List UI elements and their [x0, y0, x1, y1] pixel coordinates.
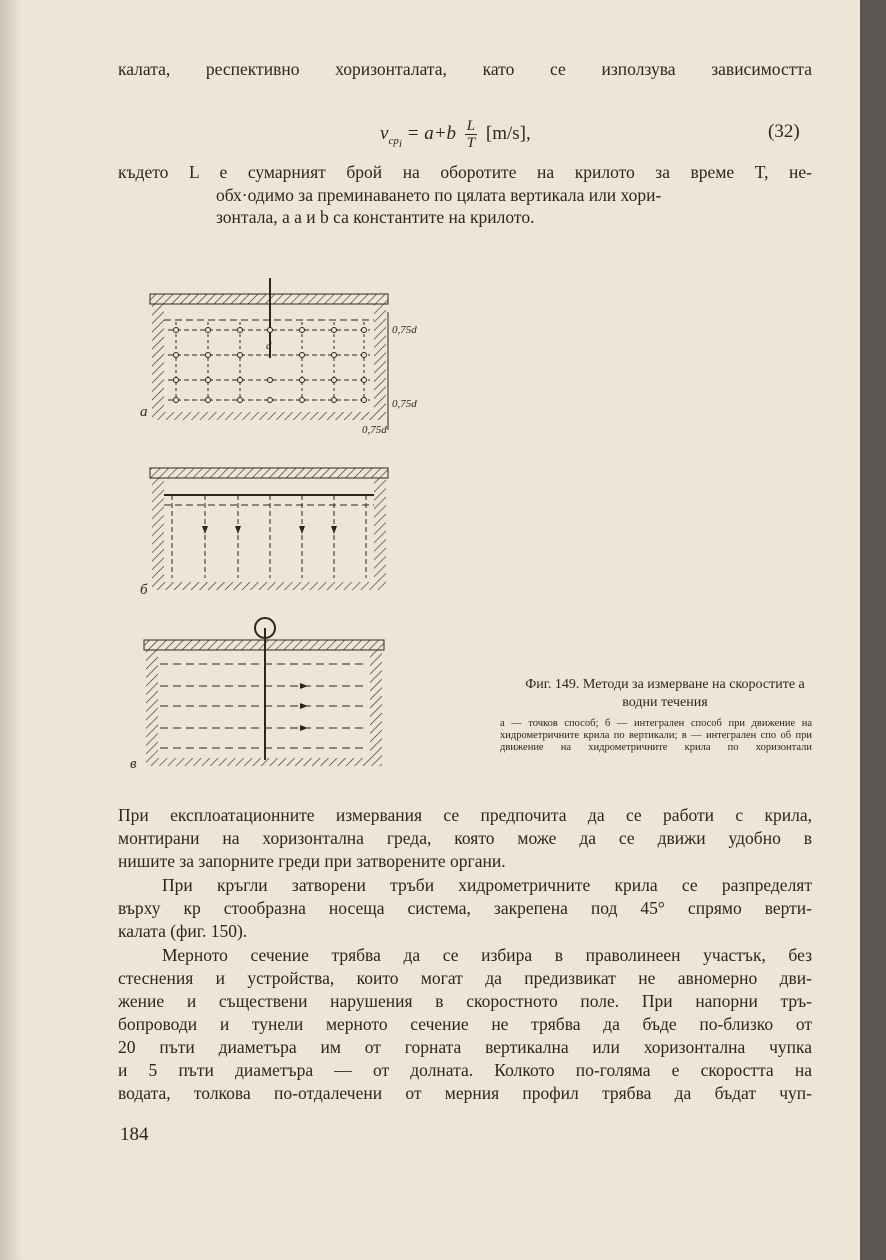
label-b: б	[140, 582, 148, 598]
left-wall	[152, 478, 164, 582]
verticals	[172, 495, 366, 578]
text-line: При кръгли затворени тръби хидрометричните крила се разпределят	[162, 875, 812, 895]
text-line: където L е сумарният брой на оборотите на крилото за време T, не-	[118, 162, 812, 182]
dim-mid: 0,75d	[392, 398, 417, 410]
text-line: При експлоатационните измервания се предпочита да се работи с крила,	[118, 805, 812, 825]
figure-caption-body: а — точков способ; б — интегрален способ при движение на хидрометричните крила по вертикали; в — интегрален спо об при движение на хидрометричните крила по хоризонтали	[500, 718, 812, 753]
formula-denominator: T	[466, 135, 476, 151]
text-line: върху кр стообразна носеща система, закрепена под 45° спрямо верти-	[118, 898, 812, 918]
right-wall	[370, 650, 382, 758]
text-line: монтирани на хоризонтална греда, която може да се движи удобно в	[118, 828, 812, 848]
formula-subscript-i: i	[398, 137, 402, 150]
text-line: стеснения и устройства, които могат да предизвикат не авномерно дви-	[118, 968, 812, 988]
text-line: Мерното сечение трябва да се избира в праволинеен участък, без	[162, 945, 812, 965]
panel-a-point-method	[140, 278, 417, 436]
text-line: водата, толкова по-отдалечени от мерния профил трябва да бъдат чуп-	[118, 1083, 812, 1103]
label-v: в	[130, 756, 137, 772]
left-wall	[146, 650, 158, 758]
page-number: 184	[120, 1124, 149, 1145]
text-line: обх·одимо за преминаването по цялата вертикала или хори-	[216, 185, 662, 205]
right-wall	[374, 304, 386, 412]
text-line: калата, респективно хоризонталата, като се използува зависимостта	[118, 59, 812, 79]
top-slab	[150, 468, 388, 478]
text-line: жение и съществени нарушения в скоростното поле. При напорни тръ-	[118, 991, 812, 1011]
text-line: и 5 пъти диаметъра — от долната. Колкото по-голяма е скоростта на	[118, 1060, 812, 1080]
formula-unit: [m/s],	[485, 122, 531, 144]
equation-number: (32)	[768, 121, 800, 142]
bottom-slab	[152, 412, 386, 420]
right-arrows	[300, 683, 308, 731]
text-line: 20 пъти диаметъра им от горната вертикална или хоризонтална чупка	[118, 1037, 812, 1057]
text-line: калата (фиг. 150).	[118, 921, 248, 941]
bottom-slab	[146, 758, 382, 766]
formula-subscript: ср	[388, 134, 399, 147]
text-line: зонтала, а a и b са константите на крилото.	[216, 207, 535, 227]
panel-b-vertical-integral	[140, 468, 388, 598]
dim-bot: 0,75d	[362, 424, 387, 436]
formula-mid: = a+b	[406, 122, 457, 144]
panel-v-horizontal-integral	[130, 618, 384, 772]
bottom-slab	[152, 582, 386, 590]
label-a: a	[140, 404, 148, 420]
text-line: бопроводи и тунели мерното сечение не трябва да бъде по-близко от	[118, 1014, 812, 1034]
text-line: нишите за запорните греди при затворените органи.	[118, 851, 506, 871]
dim-d: d	[266, 340, 272, 352]
formula-numerator: L	[466, 118, 476, 134]
figure-caption-title: Фиг. 149. Методи за измерване на скоростите а водни течения	[525, 677, 805, 710]
formula-lhs: v	[380, 122, 389, 144]
top-slab	[144, 640, 384, 650]
dim-top: 0,75d	[392, 324, 417, 336]
left-wall	[152, 304, 164, 412]
right-wall	[374, 478, 386, 582]
